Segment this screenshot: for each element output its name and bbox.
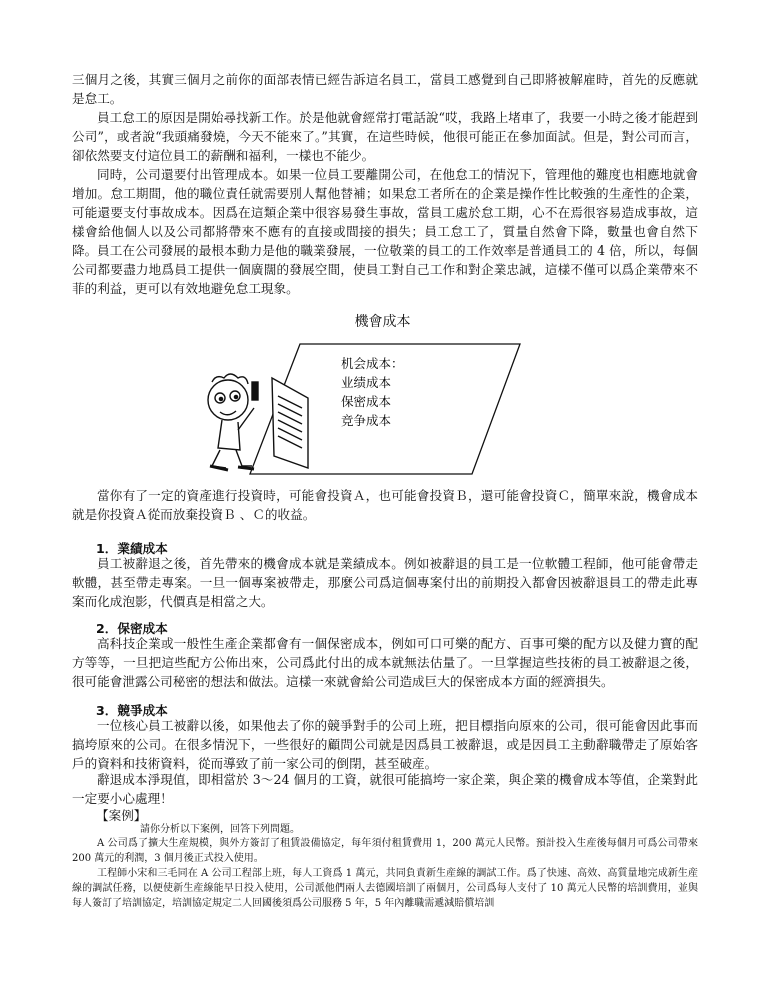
case-label: 【案例】 <box>96 808 147 823</box>
section-text-3: 一位核心員工被辭以後，如果他去了你的競爭對手的公司上班，把目標指向原來的公司，很可能會因此事而搞垮原來的公司。在很多情況下，一些很好的顧問公司就是因爲員工被辭退，或是因員工主動辭職帶走了原始客戶的資料和技術資料，從而導致了前一家公司的倒閉，甚至破産。 <box>72 718 698 771</box>
section-heading-2: 2．保密成本 <box>96 621 168 636</box>
figure-title: 機會成本 <box>354 314 411 330</box>
case-line-2: A 公司爲了擴大生産規模，與外方簽訂了租賃設備協定，每年須付租賃費用 1，200 萬元人民幣。預計投入生産後每個月可爲公司帶來 200 萬元的利潤，3 個月後正式投入使用。 <box>72 838 698 864</box>
opportunity-cost-figure <box>190 338 530 480</box>
case-line-3: 工程師小宋和三毛同在 A 公司工程部上班，每人工資爲 1 萬元，共同負責新生産線的調試工作。爲了快速、高效、高質量地完成新生産線的調試任務，以便使新生産線能早日投入使用，公司派他們兩人去德國培訓了兩個月，公司爲每人支付了 10 萬元人民幣的培訓費用，並與每人簽訂了培訓協定，培訓協定規定二人回國後須爲公司服務 5 年，5 年內離職需遞減賠償培訓 <box>72 868 698 909</box>
section-heading-1: 1．業績成本 <box>96 541 168 556</box>
closing-paragraph: 辭退成本淨現值，即相當於 3～24 個月的工資，就很可能搞垮一家企業，與企業的機會成本等值，企業對此一定要小心處理！ <box>72 772 698 806</box>
figure-line-3: 保密成本 <box>341 394 392 409</box>
after-figure-paragraph: 當你有了一定的資產進行投資時，可能會投資Ａ，也可能會投資Ｂ，還可能會投資Ｃ，簡單來說，機會成本就是你投資Ａ從而放棄投資Ｂ 、Ｃ的收益。 <box>72 488 698 522</box>
section-text-1: 員工被辭退之後，首先帶來的機會成本就是業績成本。例如被辭退的員工是一位軟體工程師，他可能會帶走軟體，甚至帶走專案。一旦一個專案被帶走，那麼公司爲這個專案付出的前期投入都會因被辭退員工的帶走此專案而化成泡影，代價真是相當之大。 <box>72 556 698 609</box>
intro-paragraph-2: 員工怠工的原因是開始尋找新工作。於是他就會經常打電話說“哎，我路上堵車了，我要一小時之後才能趕到公司”，或者說“我頭痛發燒，今天不能來了。”其實，在這些時候，他很可能正在參加面試。但是，對公司而言，卻依然要支付這位員工的薪酬和福利，一樣也不能少。 <box>72 110 698 163</box>
section-text-2: 高科技企業或一般性生產企業都會有一個保密成本，例如可口可樂的配方、百事可樂的配方以及健力寶的配方等等，一旦把這些配方公佈出來，公司爲此付出的成本就無法估量了。一旦掌握這些技術的員工被辭退之後，很可能會泄露公司秘密的想法和做法。這樣一來就會給公司造成巨大的保密成本方面的經濟損失。 <box>72 636 698 689</box>
figure-line-1: 机会成本： <box>341 356 404 371</box>
figure-line-4: 竞争成本 <box>341 413 392 428</box>
figure-line-2: 业绩成本 <box>341 375 392 390</box>
intro-paragraph-1: 三個月之後，其實三個月之前你的面部表情已經告訴這名員工，當員工感覺到自己即將被解雇時，首先的反應就是怠工。 <box>72 72 698 106</box>
section-heading-3: 3．競爭成本 <box>96 703 168 718</box>
case-line-1: 請你分析以下案例，回答下列問題。 <box>140 824 300 835</box>
intro-paragraph-3: 同時，公司還要付出管理成本。如果一位員工要離開公司，在他怠工的情況下，管理他的難度也相應地就會增加。怠工期間，他的職位責任就需要別人幫他替補；如果怠工者所在的企業是操作性比較強的生產性的企業，可能還要支付事故成本。因爲在這類企業中很容易發生事故，當員工處於怠工期，心不在焉很容易造成事故，這樣會給他個人以及公司都將帶來不應有的直接或間接的損失；員工怠工了，質量自然會下降，數量也會自然下降。 <box>72 167 698 258</box>
intro-paragraph-4: 員工在公司發展的最根本動力是他的職業發展，一位敬業的員工的工作效率是普通員工的 4 倍，所以，每個公司都要盡力地爲員工提供一個廣闊的發展空間，使員工對自己工作和對企業忠誠，這樣不僅可以爲企業帶來不菲的利益，更可以有效地避免怠工現象。 <box>72 243 698 296</box>
